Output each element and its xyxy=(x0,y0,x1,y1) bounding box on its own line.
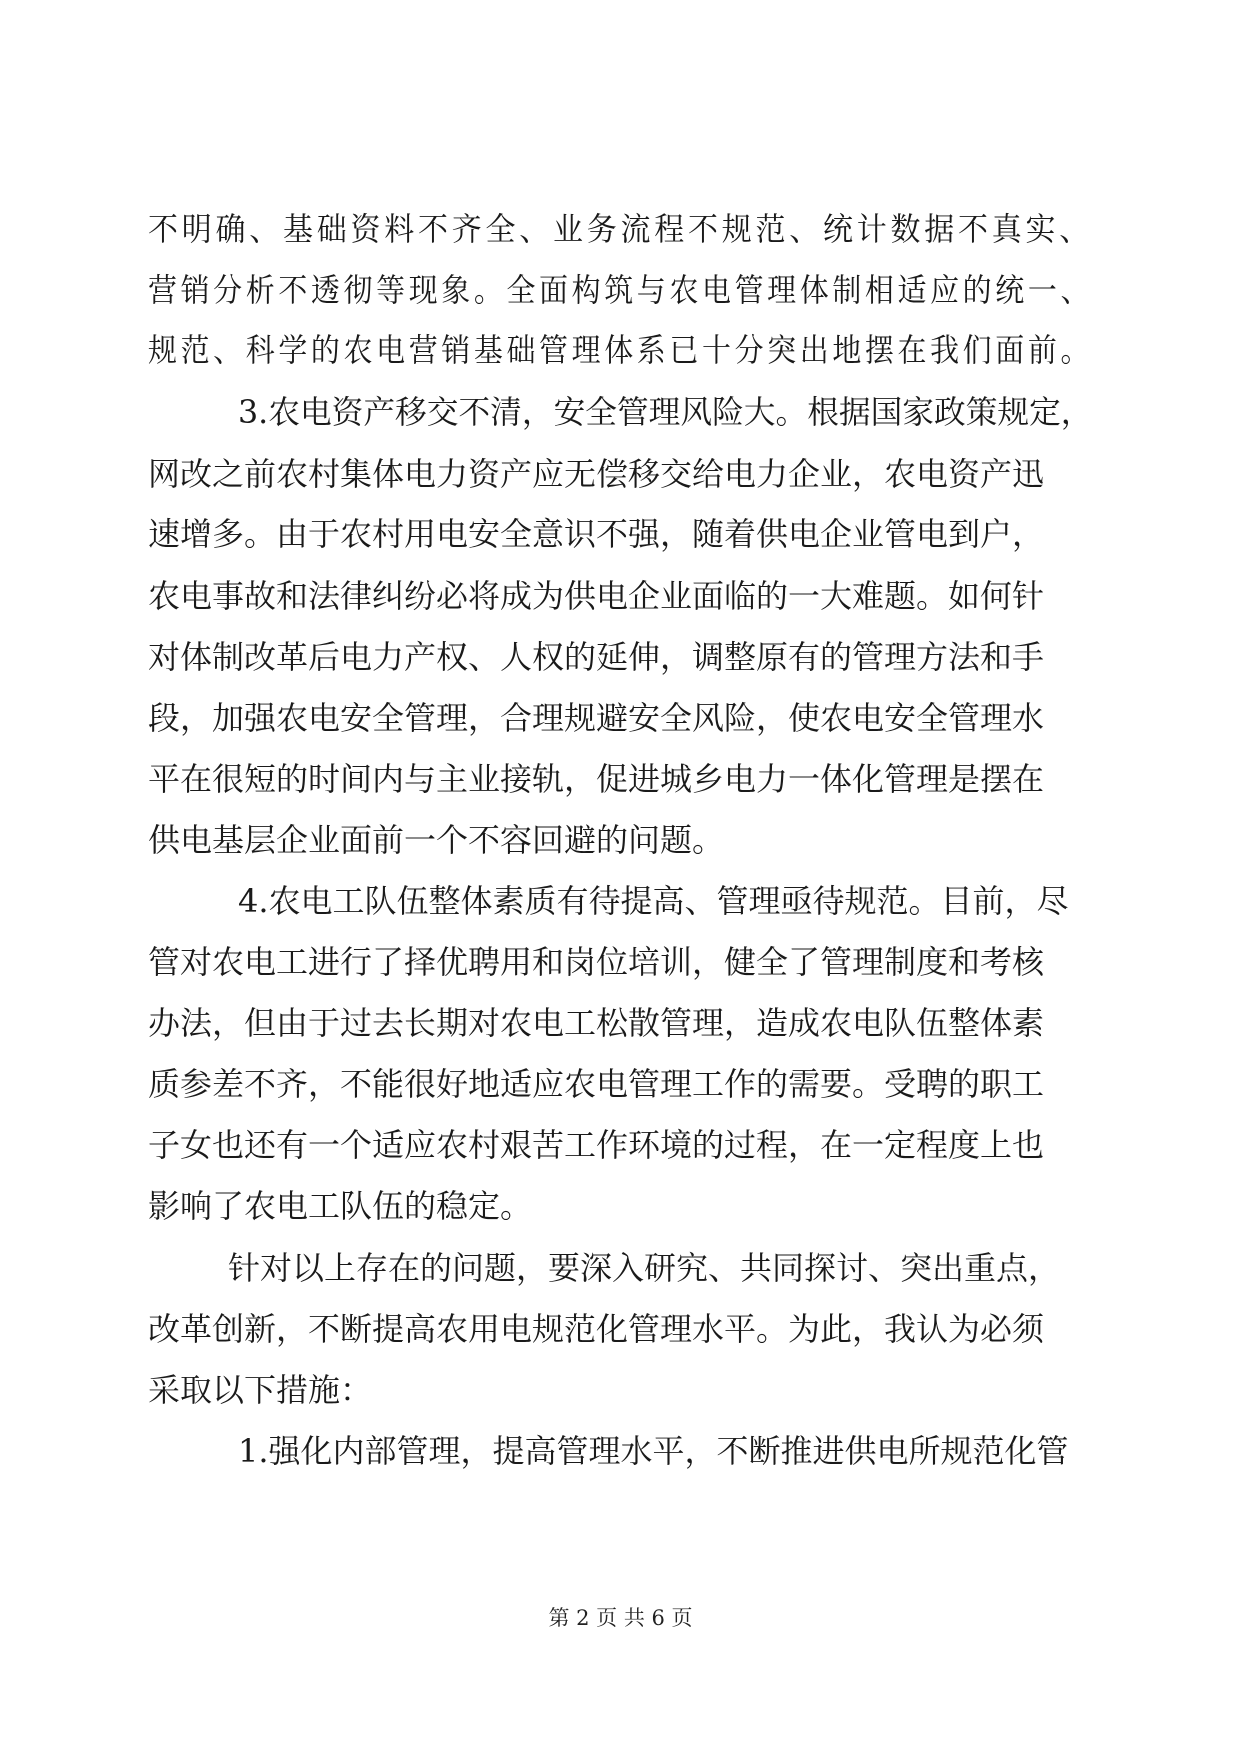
text-line: 影响了农电工队伍的稳定。 xyxy=(148,1187,533,1225)
text-line: 子女也还有一个适应农村艰苦工作环境的过程，在一定程度上也 xyxy=(148,1126,1045,1164)
text-line: 办法，但由于过去长期对农电工松散管理，造成农电队伍整体素 xyxy=(148,1004,1045,1042)
text-line: 网改之前农村集体电力资产应无偿移交给电力企业，农电资产迅 xyxy=(148,455,1045,493)
text-line: 速增多。由于农村用电安全意识不强，随着供电企业管电到户， xyxy=(148,515,1045,553)
text-line: 管对农电工进行了择优聘用和岗位培训，健全了管理制度和考核 xyxy=(148,943,1045,981)
text-line: 农电事故和法律纠纷必将成为供电企业面临的一大难题。如何针 xyxy=(148,577,1045,615)
text-line: 供电基层企业面前一个不容回避的问题。 xyxy=(148,821,725,859)
text-line: 规范、科学的农电营销基础管理体系已十分突出地摆在我们面前。 xyxy=(148,331,1094,369)
text-line: 4.农电工队伍整体素质有待提高、管理亟待规范。目前，尽 xyxy=(238,882,1069,920)
text-line: 改革创新，不断提高农用电规范化管理水平。为此，我认为必须 xyxy=(148,1310,1045,1348)
text-line: 不明确、基础资料不齐全、业务流程不规范、统计数据不真实、 xyxy=(148,210,1094,248)
page-footer: 第 2 页 共 6 页 xyxy=(548,1606,693,1630)
text-line: 段，加强农电安全管理，合理规避安全风险，使农电安全管理水 xyxy=(148,699,1045,737)
text-line: 针对以上存在的问题，要深入研究、共同探讨、突出重点， xyxy=(228,1249,1061,1287)
text-line: 1.强化内部管理，提高管理水平，不断推进供电所规范化管 xyxy=(238,1432,1069,1470)
text-line: 平在很短的时间内与主业接轨，促进城乡电力一体化管理是摆在 xyxy=(148,760,1045,798)
text-line: 采取以下措施： xyxy=(148,1371,373,1409)
text-line: 营销分析不透彻等现象。全面构筑与农电管理体制相适应的统一、 xyxy=(148,271,1094,309)
text-line: 质参差不齐，不能很好地适应农电管理工作的需要。受聘的职工 xyxy=(148,1065,1045,1103)
text-line: 3.农电资产移交不清，安全管理风险大。根据国家政策规定， xyxy=(238,393,1093,431)
text-line: 对体制改革后电力产权、人权的延伸，调整原有的管理方法和手 xyxy=(148,638,1045,676)
